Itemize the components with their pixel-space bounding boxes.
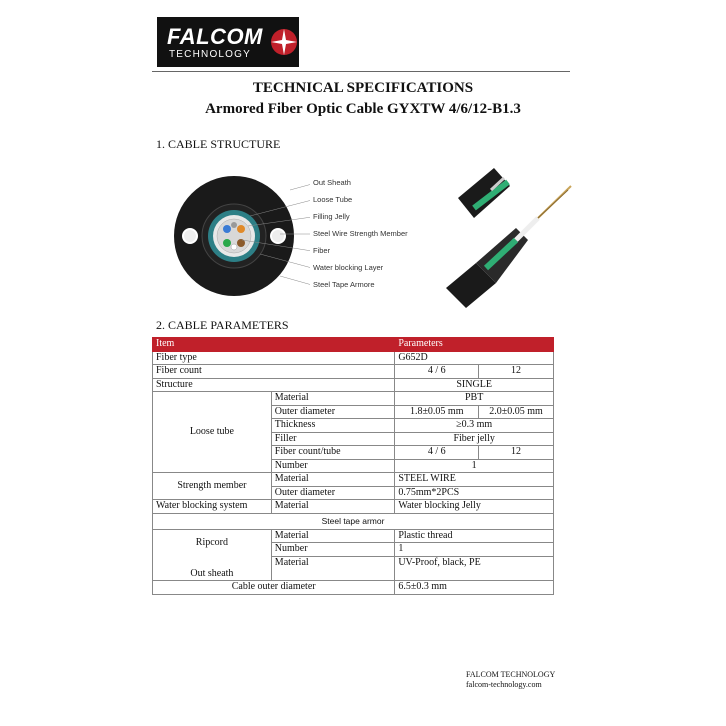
label-water-blocking: Water blocking Layer	[313, 263, 384, 272]
row-label: Material	[271, 556, 395, 581]
row-value: UV-Proof, black, PE	[395, 556, 554, 581]
table-row	[153, 581, 554, 595]
row-value: Plastic thread	[395, 529, 554, 543]
row-value: SINGLE	[395, 378, 554, 392]
table-row	[153, 500, 554, 514]
row-value: 1	[395, 459, 554, 473]
company-logo	[157, 17, 299, 67]
row-value: 1.8±0.05 mm	[395, 405, 479, 419]
label-steel-wire: Steel Wire Strength Member	[313, 229, 408, 238]
cable-cross-section-diagram	[170, 170, 310, 300]
row-label: Filler	[271, 432, 395, 446]
footer-company: FALCOM TECHNOLOGY	[466, 670, 556, 679]
logo-brand: FALCOM	[167, 24, 263, 49]
row-value: 6.5±0.3 mm	[395, 581, 554, 595]
section-cable-structure: 1. CABLE STRUCTURE	[156, 137, 281, 151]
row-label: Material	[271, 473, 395, 487]
group-label: Strength member	[153, 473, 272, 500]
footer	[466, 670, 555, 690]
row-label: Number	[271, 459, 395, 473]
row-label: Outer diameter	[271, 405, 395, 419]
row-value: Fiber jelly	[395, 432, 554, 446]
table-row	[153, 351, 554, 365]
parameters-table	[152, 337, 554, 595]
row-label: Outer diameter	[271, 486, 395, 500]
row-value: STEEL WIRE	[395, 473, 554, 487]
row-label: Material	[271, 500, 395, 514]
row-label: Fiber count	[153, 365, 395, 379]
table-row	[153, 473, 554, 487]
row-label: Material	[271, 529, 395, 543]
header-divider	[152, 71, 570, 72]
row-label: Cable outer diameter	[153, 581, 395, 595]
row-value: G652D	[395, 351, 554, 365]
group-label: Out sheath	[153, 556, 272, 581]
cable-photo	[446, 168, 576, 308]
table-row	[153, 378, 554, 392]
row-label: Structure	[153, 378, 395, 392]
table-row	[153, 392, 554, 406]
table-row	[153, 365, 554, 379]
table-row	[153, 556, 554, 581]
row-label: Fiber count/tube	[271, 446, 395, 460]
label-fiber: Fiber	[313, 246, 331, 255]
label-loose-tube: Loose Tube	[313, 195, 353, 204]
doc-title: TECHNICAL SPECIFICATIONS	[252, 80, 474, 96]
row-label: Fiber type	[153, 351, 395, 365]
row-label: Thickness	[271, 419, 395, 433]
label-filling-jelly: Filling Jelly	[313, 212, 350, 221]
group-label: Water blocking system	[153, 500, 272, 514]
row-value: 1	[395, 543, 554, 557]
header-item: Item	[153, 338, 395, 352]
row-value: 4 / 6	[395, 446, 479, 460]
section-cable-parameters: 2. CABLE PARAMETERS	[156, 318, 289, 332]
row-value: PBT	[395, 392, 554, 406]
row-value: 0.75mm*2PCS	[395, 486, 554, 500]
row-label: Material	[271, 392, 395, 406]
row-value: 4 / 6	[395, 365, 479, 379]
header-parameters: Parameters	[395, 338, 554, 352]
row-value: 12	[479, 365, 554, 379]
logo-subtitle: TECHNOLOGY	[169, 49, 252, 60]
doc-subtitle: Armored Fiber Optic Cable GYXTW 4/6/12-B1.3	[205, 101, 521, 117]
logo-star-icon	[269, 27, 299, 57]
row-label: Number	[271, 543, 395, 557]
group-label: Ripcord	[153, 529, 272, 556]
label-out-sheath: Out Sheath	[313, 178, 351, 187]
row-value: Water blocking Jelly	[395, 500, 554, 514]
steel-tape-row: Steel tape armor	[153, 513, 554, 529]
table-row	[153, 529, 554, 543]
label-steel-tape: Steel Tape Armore	[313, 280, 375, 289]
table-header-row	[153, 338, 554, 352]
row-value: 12	[479, 446, 554, 460]
row-value: ≥0.3 mm	[395, 419, 554, 433]
row-value: 2.0±0.05 mm	[479, 405, 554, 419]
footer-website: falcom-technology.com	[466, 680, 542, 689]
group-label: Loose tube	[153, 392, 272, 473]
table-row	[153, 513, 554, 529]
